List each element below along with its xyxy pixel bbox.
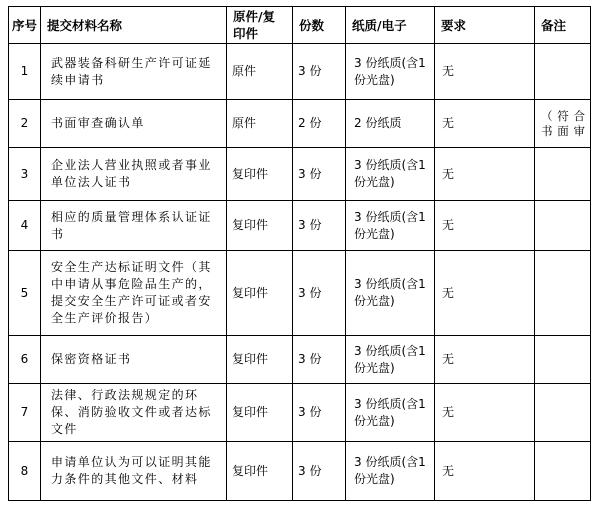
row-count: 3 份 bbox=[293, 148, 346, 201]
row-req: 无 bbox=[435, 100, 535, 148]
row-count: 3 份 bbox=[293, 442, 346, 501]
table-header-row bbox=[9, 7, 591, 44]
row-medium: 3 份纸质(含1 份光盘) bbox=[346, 201, 435, 251]
materials-table bbox=[8, 6, 591, 501]
row-medium: 3 份纸质(含1 份光盘) bbox=[346, 442, 435, 501]
row-note: （符合书面审 bbox=[535, 100, 591, 148]
row-req: 无 bbox=[435, 442, 535, 501]
row-type: 原件 bbox=[227, 44, 293, 100]
row-name: 相应的质量管理体系认证证书 bbox=[41, 201, 227, 251]
row-type: 复印件 bbox=[227, 201, 293, 251]
row-count: 3 份 bbox=[293, 384, 346, 442]
row-count: 3 份 bbox=[293, 336, 346, 384]
row-no: 5 bbox=[9, 251, 41, 336]
row-type: 复印件 bbox=[227, 251, 293, 336]
row-type: 复印件 bbox=[227, 336, 293, 384]
header-req: 要求 bbox=[435, 7, 535, 44]
row-count: 3 份 bbox=[293, 44, 346, 100]
row-req: 无 bbox=[435, 336, 535, 384]
table-row bbox=[9, 100, 591, 148]
row-req: 无 bbox=[435, 251, 535, 336]
row-note bbox=[535, 384, 591, 442]
row-name: 书面审查确认单 bbox=[41, 100, 227, 148]
materials-table-body bbox=[9, 7, 591, 501]
row-note bbox=[535, 336, 591, 384]
header-type: 原件/复印件 bbox=[227, 7, 293, 44]
row-name: 安全生产达标证明文件（其中申请从事危险品生产的，提交安全生产许可证或者安全生产评价报告） bbox=[41, 251, 227, 336]
row-req: 无 bbox=[435, 201, 535, 251]
row-no: 6 bbox=[9, 336, 41, 384]
row-note bbox=[535, 201, 591, 251]
row-count: 3 份 bbox=[293, 251, 346, 336]
header-medium: 纸质/电子 bbox=[346, 7, 435, 44]
row-medium: 2 份纸质 bbox=[346, 100, 435, 148]
row-name: 武器装备科研生产许可证延续申请书 bbox=[41, 44, 227, 100]
row-note bbox=[535, 44, 591, 100]
row-note bbox=[535, 442, 591, 501]
row-no: 4 bbox=[9, 201, 41, 251]
table-row bbox=[9, 44, 591, 100]
header-note: 备注 bbox=[535, 7, 591, 44]
row-name: 企业法人营业执照或者事业单位法人证书 bbox=[41, 148, 227, 201]
table-row bbox=[9, 442, 591, 501]
row-no: 2 bbox=[9, 100, 41, 148]
row-medium: 3 份纸质(含1 份光盘) bbox=[346, 336, 435, 384]
header-name: 提交材料名称 bbox=[41, 7, 227, 44]
row-type: 复印件 bbox=[227, 384, 293, 442]
header-no: 序号 bbox=[9, 7, 41, 44]
row-name: 保密资格证书 bbox=[41, 336, 227, 384]
table-row bbox=[9, 384, 591, 442]
table-row bbox=[9, 251, 591, 336]
table-row bbox=[9, 148, 591, 201]
row-medium: 3 份纸质(含1 份光盘) bbox=[346, 44, 435, 100]
table-row bbox=[9, 336, 591, 384]
row-count: 3 份 bbox=[293, 201, 346, 251]
row-medium: 3 份纸质(含1 份光盘) bbox=[346, 251, 435, 336]
row-req: 无 bbox=[435, 148, 535, 201]
header-count: 份数 bbox=[293, 7, 346, 44]
row-name: 法律、行政法规规定的环保、消防验收文件或者达标文件 bbox=[41, 384, 227, 442]
row-no: 3 bbox=[9, 148, 41, 201]
row-medium: 3 份纸质(含1 份光盘) bbox=[346, 384, 435, 442]
row-no: 1 bbox=[9, 44, 41, 100]
row-note bbox=[535, 148, 591, 201]
row-no: 7 bbox=[9, 384, 41, 442]
row-no: 8 bbox=[9, 442, 41, 501]
row-name: 申请单位认为可以证明其能力条件的其他文件、材料 bbox=[41, 442, 227, 501]
row-req: 无 bbox=[435, 384, 535, 442]
row-note bbox=[535, 251, 591, 336]
row-req: 无 bbox=[435, 44, 535, 100]
row-medium: 3 份纸质(含1 份光盘) bbox=[346, 148, 435, 201]
table-row bbox=[9, 201, 591, 251]
row-type: 复印件 bbox=[227, 148, 293, 201]
row-type: 原件 bbox=[227, 100, 293, 148]
row-count: 2 份 bbox=[293, 100, 346, 148]
row-type: 复印件 bbox=[227, 442, 293, 501]
